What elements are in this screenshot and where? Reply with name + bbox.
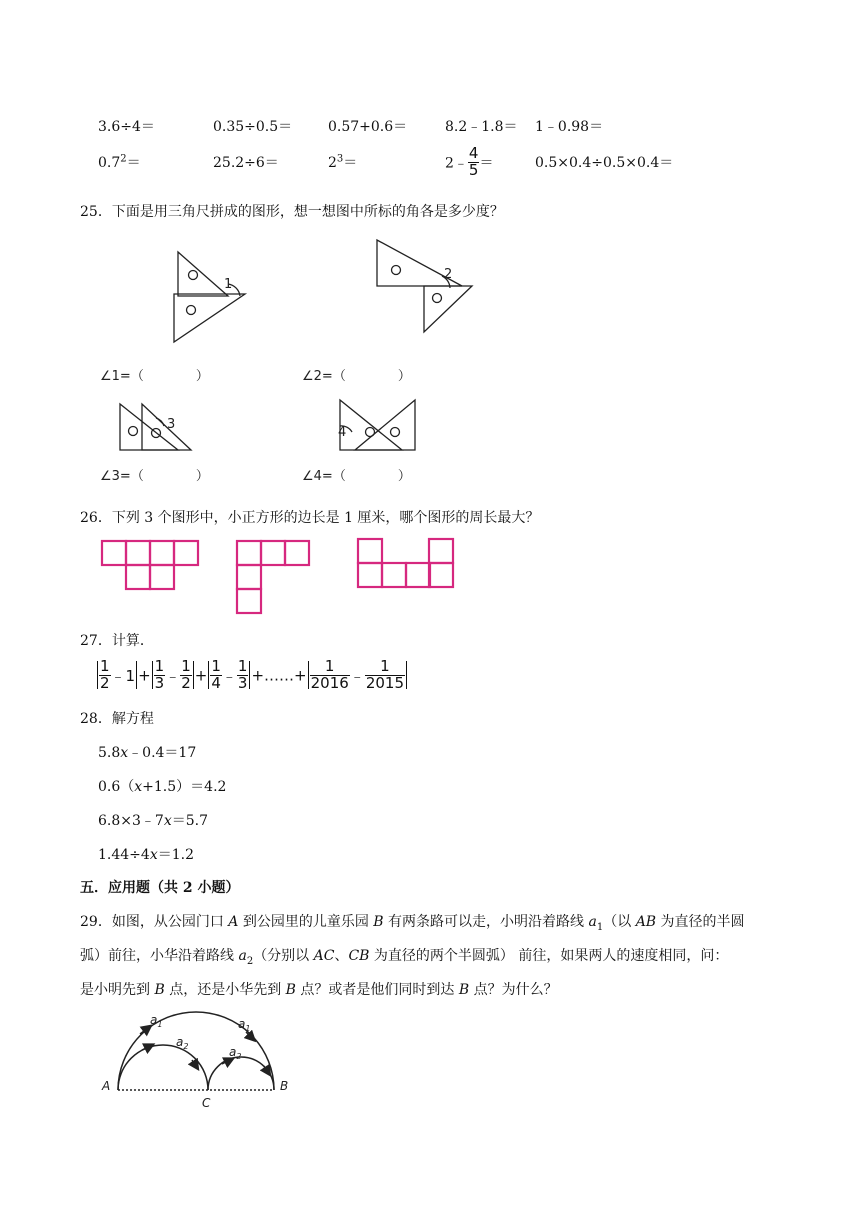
point-c-label: C [202,1096,211,1110]
calc-item: 8.2﹣1.8＝ [445,119,518,135]
calc-item: 0.35÷0.5＝ [213,119,293,135]
question-29-line-1 [80,911,745,933]
numerator: 1 [310,659,350,676]
fraction [365,659,405,692]
abs-bar [136,661,137,689]
route-name: a [238,948,247,964]
abs-sum-expression [96,659,408,695]
text: 有两条路可以走，小明沿着路线 [383,914,589,930]
ellipsis: +……+ [251,666,307,685]
text: 点？为什么？ [469,982,558,998]
point-name: B [373,914,384,930]
point-name: A [228,914,239,930]
ruler-hole [391,428,400,437]
question-27: 27．计算． [80,633,154,649]
power-base: 2 [328,155,337,171]
angle-mark: 3 [167,417,176,432]
minus-sign: ﹣ [349,666,365,685]
eq-part: ＝5.7 [171,813,208,829]
minus-sign: ﹣ [221,666,237,685]
calc-row-1 [0,116,860,136]
power-exponent: 3 [336,153,344,165]
abs-bar [406,661,407,689]
text: 是小明先到 [80,982,155,998]
point-name: B [154,982,165,998]
calc-item: 25.2÷6＝ [213,155,279,171]
arrow-icon [140,1028,148,1034]
fraction [154,659,166,692]
eq-part: 6.8×3﹣7 [98,813,164,829]
text: 为直径的两个半圆弧） 前往，如果两人的速度相同，问： [369,948,729,964]
route-name: a [588,914,597,930]
denominator: 3 [154,673,165,692]
eq-part: +1.5）＝4.2 [142,779,227,795]
section-heading: 五．应用题（共 2 小题） [80,880,240,896]
angle-answer-label: ∠4=（ ） [302,469,411,484]
angle-mark: 1 [224,277,233,292]
angle-mark: 4 [338,425,347,440]
equation [98,776,226,796]
equals-sign: ＝ [479,155,494,172]
route-a2-arc-right [208,1057,274,1090]
eq-part: 5.8 [98,745,121,761]
point-a-label: A [102,1079,111,1093]
angle-answer-label: ∠1=（ ） [100,369,209,384]
route-a1-label: $a_1$ [150,1013,163,1029]
arrow-icon [142,1046,150,1050]
numerator: 1 [154,657,165,675]
equation [98,742,196,762]
calc-item: 0.57+0.6＝ [328,119,408,135]
prefix: 2﹣ [445,155,468,172]
point-b-label: B [280,1079,289,1093]
abs-bar [152,661,153,689]
angle-mark: 2 [444,267,453,282]
triangle-ruler-shape [340,400,402,450]
text: 点？或者是他们同时到达 [295,982,459,998]
plus-sign: + [138,666,151,685]
ruler-hole [189,271,198,280]
route-a2-label: $a_2$ [176,1035,189,1051]
question-26: 26．下列 3 个图形中，小正方形的边长是 1 厘米，哪个图形的周长最大？ [80,510,540,526]
equation [98,810,208,830]
calc-item: 0.5×0.4÷0.5×0.4＝ [535,155,674,171]
eq-variable: x [120,745,129,761]
text: 29．如图，从公园门口 [80,914,229,930]
eq-variable: x [149,847,158,863]
triangle-ruler-shape [355,400,415,450]
subscript: 1 [596,921,604,933]
fraction [237,659,249,692]
text: 弧）前往，小华沿着路线 [80,948,239,964]
denominator: 2016 [310,673,349,692]
point-name: B [285,982,296,998]
term-op: ﹣1 [110,666,136,685]
question-29-line-2 [80,945,728,967]
denominator: 3 [237,673,248,692]
square-shapes-figure [96,535,466,615]
calc-item-fraction [445,146,493,179]
numerator: 1 [365,659,405,676]
eq-part: 1.44÷4 [98,847,150,863]
angle-answer-label: ∠2=（ ） [302,369,411,384]
eq-part: 0.6（ [98,779,135,795]
question-28: 28．解方程 [80,711,154,727]
equals-sign: ＝ [343,155,358,171]
fraction [210,659,222,692]
segment-name: AB [635,914,657,930]
text: 、 [334,948,349,964]
abs-bar [193,661,194,689]
triangle-ruler-figures [90,232,480,490]
ruler-hole [392,266,401,275]
text: 为直径的半圆 [656,914,745,930]
shape-2 [237,541,309,613]
denominator: 2015 [365,673,404,692]
numerator: 4 [468,144,479,162]
route-a2-label: $a_2$ [229,1045,242,1061]
calc-item: 1﹣0.98＝ [535,119,604,135]
numerator: 1 [237,657,248,675]
point-name: B [458,982,470,998]
segment-name: AC [313,948,335,964]
denominator: 5 [468,160,479,179]
text: 到公园里的儿童乐园 [238,914,374,930]
semicircle-routes-figure [96,1004,306,1110]
eq-variable: x [134,779,143,795]
eq-variable: x [163,813,172,829]
abs-bar [208,661,209,689]
numerator: 1 [181,657,191,675]
ruler-hole [433,294,442,303]
text: 点，还是小华先到 [164,982,286,998]
equals-sign: ＝ [126,155,141,171]
text: （分别以 [253,948,314,964]
calc-item-power [98,152,141,172]
ruler-hole [366,428,375,437]
ruler-hole [187,306,196,315]
denominator: 4 [211,673,221,692]
fraction [468,146,480,179]
triangle-ruler-shape [174,294,245,342]
question-29-line-3 [80,979,558,999]
equation [98,844,194,864]
abs-bar [97,661,98,689]
calc-item: 3.6÷4＝ [98,119,155,135]
abs-bar [308,661,309,689]
angle-arc [156,418,164,426]
triangle-ruler-shape [424,286,472,332]
power-exponent: 2 [120,153,127,165]
question-25: 25．下面是用三角尺拼成的图形，想一想图中所标的角各是多少度？ [80,204,504,220]
fraction [310,659,350,692]
route-a1-label: $a_1$ [238,1017,251,1033]
calc-item-power [328,152,357,172]
calc-row-2 [0,144,860,190]
segment-name: CB [348,948,370,964]
denominator: 2 [181,673,191,692]
eq-part: ﹣0.4＝17 [128,745,197,761]
denominator: 2 [100,673,110,692]
fraction [180,659,192,692]
shape-1 [102,541,198,589]
eq-part: ＝1.2 [157,847,194,863]
plus-sign: + [194,666,208,685]
angle-answer-label: ∠3=（ ） [100,469,209,484]
power-base: 0.7 [98,155,121,171]
numerator: 1 [211,657,221,675]
route-a2-arc-left [118,1045,208,1090]
numerator: 1 [100,657,110,675]
fraction [99,659,111,692]
triangle-ruler-shape [178,252,228,296]
text: （以 [603,914,636,930]
minus-sign: ﹣ [165,666,181,685]
ruler-hole [129,427,138,436]
shape-3 [358,539,453,587]
subscript: 2 [246,955,254,967]
arrow-icon [192,1060,196,1066]
